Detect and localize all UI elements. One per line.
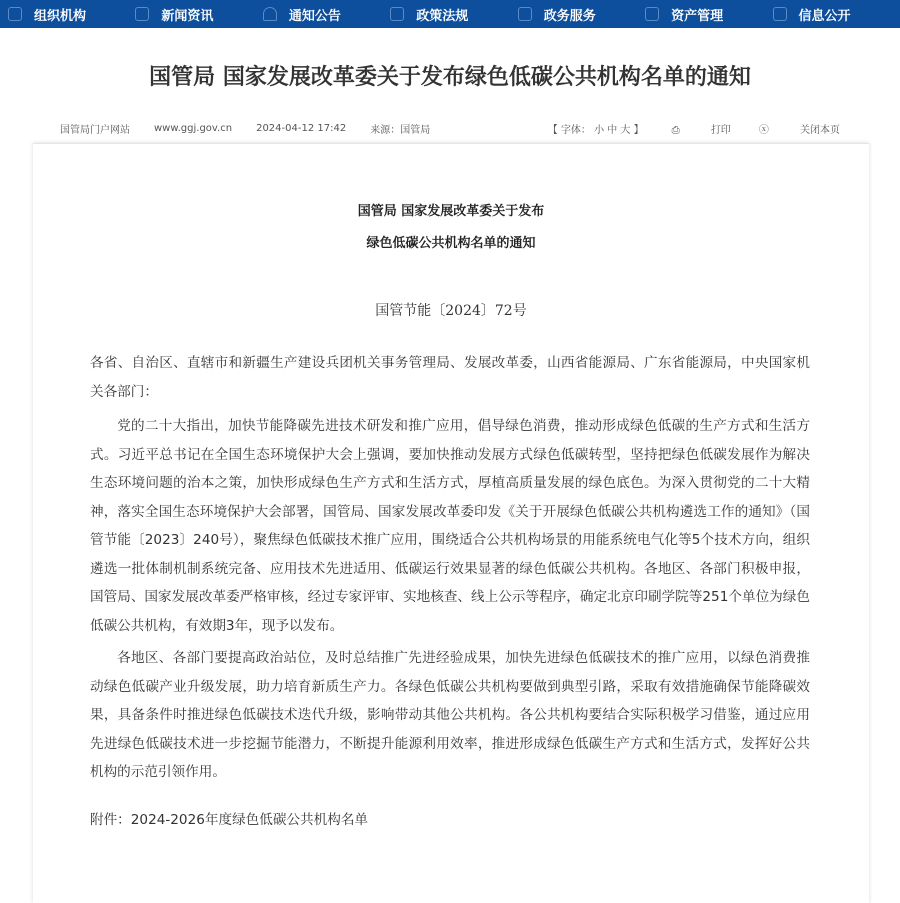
bell-icon — [263, 7, 277, 21]
site-name: 国管局门户网站 — [60, 124, 130, 136]
doc-number: 国管节能〔2024〕72号 — [375, 303, 527, 319]
site-url: www.ggj.gov.cn — [154, 122, 233, 134]
attachment-link[interactable]: 附件：2024-2026年度绿色低碳公共机构名单 — [90, 812, 369, 828]
nav-label: 资产管理 — [671, 8, 724, 24]
publish-time: 2024-04-12 17:42 — [256, 122, 347, 134]
nav-item[interactable] — [518, 5, 645, 24]
nav-item[interactable] — [390, 5, 517, 24]
nav-label: 政务服务 — [543, 8, 596, 24]
service-icon — [518, 7, 532, 21]
print-button[interactable]: ⎙ 打印 — [671, 124, 731, 136]
page-title: 国管局 国家发展改革委关于发布绿色低碳公共机构名单的通知 — [149, 65, 751, 90]
grid-icon — [645, 7, 659, 21]
top-nav — [0, 0, 900, 28]
close-page-button[interactable]: ⓧ 关闭本页 — [758, 124, 840, 136]
nav-label: 组织机构 — [34, 8, 87, 24]
policy-icon — [390, 7, 404, 21]
close-icon: ⓧ — [758, 124, 772, 136]
article-card — [33, 143, 869, 903]
article-meta — [0, 116, 900, 140]
paragraph: 党的二十大指出，加快节能降碳先进技术研发和推广应用，倡导绿色消费，推动形成绿色低碳的生产方式和生活方式。习近平总书记在全国生态环境保护大会上强调，要加快推动发展方式绿色低碳转型，坚持把绿色低碳发展作为解决生态环境问题的治本之策，加快形成绿色生产方式和生活方式，厚植高质量发展的绿色底色。为深入贯彻党的二十大精神，落实全国生态环境保护大会部署，国管局、国家发展改革委印发《关于开展绿色低碳公共机构遴选工作的通知》（国管节能〔2023〕240号），聚焦绿色低碳技术推广应用，围绕适合公共机构场景的用能系统电气化等5个技术方向，组织遴选一批体制机制系统完备、应用技术先进适用、低碳运行效果显著的绿色低碳公共机构。各地区、各部门积极申报，国管局、国家发展改革委严格审核，经过专家评审、实地核查、线上公示等程序，确定北京印刷学院等251个单位为绿色低碳公共机构，有效期3年，现予以发布。 — [90, 418, 810, 634]
nav-label: 通知公告 — [288, 8, 341, 24]
info-icon — [773, 7, 787, 21]
doc-heading-line1: 国管局 国家发展改革委关于发布 — [357, 204, 545, 219]
nav-label: 新闻资讯 — [161, 8, 214, 24]
printer-icon: ⎙ — [671, 124, 683, 136]
addressee: 各省、自治区、直辖市和新疆生产建设兵团机关事务管理局、发展改革委，山西省能源局、广东省能源局，中央国家机关各部门： — [90, 355, 810, 400]
news-icon — [135, 7, 149, 21]
nav-item[interactable] — [645, 5, 772, 24]
paragraph: 各地区、各部门要提高政治站位，及时总结推广先进经验成果，加快先进绿色低碳技术的推广应用，以绿色消费推动绿色低碳产业升级发展，助力培育新质生产力。各绿色低碳公共机构要做到典型引路，采取有效措施确保节能降碳效果，具备条件时推进绿色低碳技术迭代升级，影响带动其他公共机构。各公共机构要结合实际积极学习借鉴，通过应用先进绿色低碳技术进一步挖掘节能潜力，不断提升能源利用效率，推进形成绿色低碳生产方式和生活方式，发挥好公共机构的示范引领作用。 — [90, 650, 810, 780]
nav-label: 信息公开 — [798, 8, 851, 24]
article-body — [90, 349, 810, 787]
nav-item[interactable] — [135, 5, 262, 24]
nav-item[interactable] — [263, 5, 390, 24]
font-size-selector[interactable]: 【 字体： 小 中 大 】 — [547, 124, 644, 136]
nav-label: 政策法规 — [416, 8, 469, 24]
source: 来源：国管局 — [370, 124, 431, 136]
doc-heading-line2: 绿色低碳公共机构名单的通知 — [366, 236, 536, 251]
nav-item[interactable] — [8, 5, 135, 24]
nav-item[interactable] — [773, 5, 900, 24]
org-icon — [8, 7, 22, 21]
